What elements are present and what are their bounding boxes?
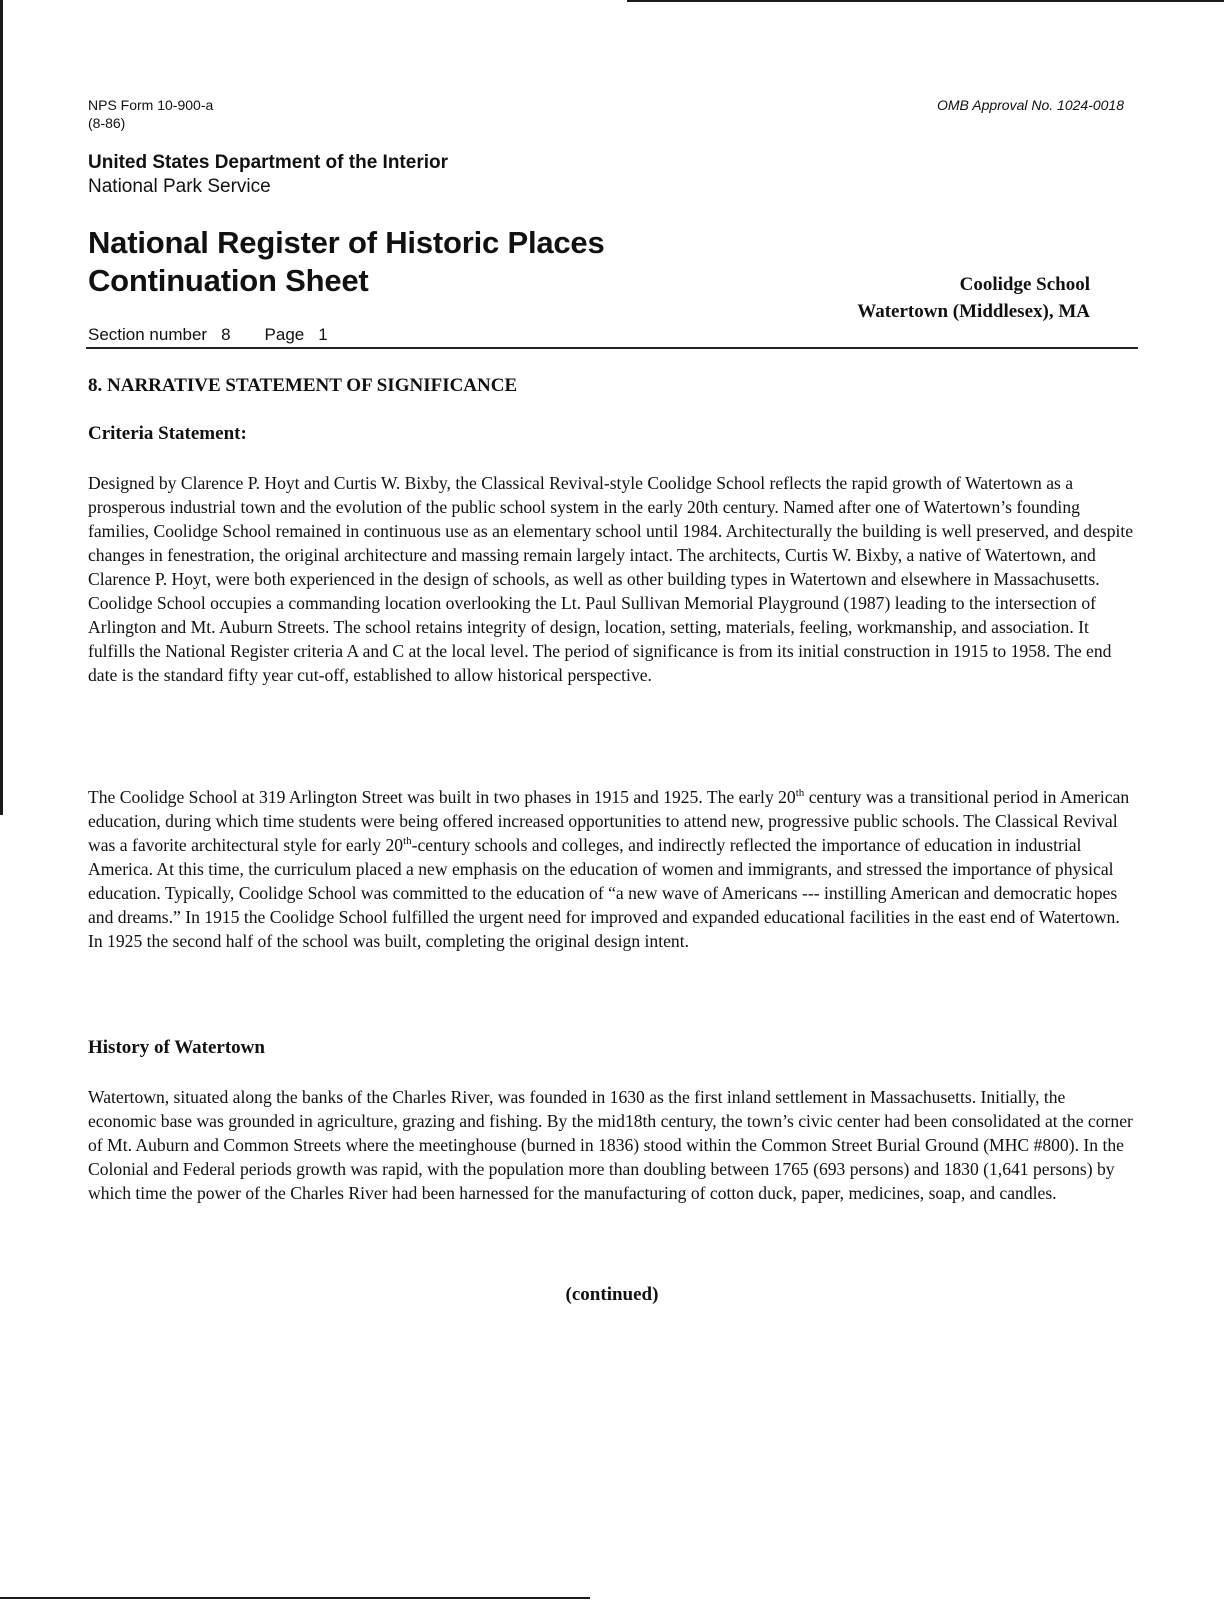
page-label: Page (264, 325, 305, 344)
ordinal-superscript: th (403, 835, 412, 848)
paragraph-text: century was a transitional period in American education, during which time students were being offered increased opportunities to attend new, progressive public schools. The Classical Revival was a favorite architectural style for early 20 (88, 787, 1130, 855)
property-location: Watertown (Middlesex), MA (857, 301, 1090, 322)
department-name: United States Department of the Interior (88, 152, 448, 173)
criteria-heading: Criteria Statement: (88, 423, 247, 444)
omb-approval: OMB Approval No. 1024-0018 (936, 97, 1124, 113)
history-heading: History of Watertown (88, 1037, 265, 1058)
agency-name: National Park Service (88, 176, 271, 197)
paragraph-text: -century schools and colleges, and indirectly reflected the importance of education in industrial America. At this time, the curriculum placed a new emphasis on the education of women and immigrants, and stressed the importance of physical education. Typically, Coolidge School was committed to the education of “a new wave of Americans --- instilling American and democratic hopes and dreams.” In 1915 the Coolidge School fulfilled the urgent need for improved and expanded educational facilities in the east end of Watertown. In 1925 the second half of the school was built, completing the original design intent. (88, 835, 1120, 951)
section-page-line (88, 324, 328, 346)
header-divider (86, 347, 1138, 349)
scan-edge-top (627, 0, 1224, 2)
form-date: (8-86) (88, 115, 126, 131)
criteria-paragraph: Designed by Clarence P. Hoyt and Curtis W. Bixby, the Classical Revival-style Coolidge School reflects the rapid growth of Watertown as a prosperous industrial town and the evolution of the public school system in the early 20th century. Named after one of Watertown’s founding families, Coolidge School remained in continuous use as an elementary school until 1984. Architecturally the building is well preserved, and despite changes in fenestration, the original architecture and massing remain largely intact. The architects, Curtis W. Bixby, a native of Watertown, and Clarence P. Hoyt, were both experienced in the design of schools, as well as other building types in Watertown and elsewhere in Massachusetts. Coolidge School occupies a commanding location overlooking the Lt. Paul Sullivan Memorial Playground (1987) leading to the intersection of Arlington and Mt. Auburn Streets. The school retains integrity of design, location, setting, materials, feeling, workmanship, and association. It fulfills the National Register criteria A and C at the local level. The period of significance is from its initial construction in 1915 to 1958. The end date is the standard fifty year cut-off, established to allow historical perspective. (88, 473, 1134, 685)
scan-edge-left (0, 0, 3, 815)
school-history-paragraph (88, 785, 1138, 953)
form-number: NPS Form 10-900-a (88, 97, 214, 113)
section-number: 8 (221, 325, 231, 344)
document-subtitle: Continuation Sheet (88, 263, 369, 298)
form-number-block (88, 96, 213, 132)
property-name: Coolidge School (959, 274, 1090, 295)
page-number: 1 (318, 325, 328, 344)
section-heading: 8. NARRATIVE STATEMENT OF SIGNIFICANCE (88, 375, 518, 396)
continued-note: (continued) (565, 1284, 659, 1305)
history-paragraph: Watertown, situated along the banks of the Charles River, was founded in 1630 as the first inland settlement in Massachusetts. Initially, the economic base was grounded in agriculture, grazing and fishing. By the mid18th century, the town’s civic center had been consolidated at the corner of Mt. Auburn and Common Streets where the meetinghouse (burned in 1836) stood within the Common Street Burial Ground (MHC #800). In the Colonial and Federal periods growth was rapid, with the population more than doubling between 1765 (693 persons) and 1830 (1,641 persons) by which time the power of the Charles River had been harnessed for the manufacturing of cotton duck, paper, medicines, soap, and candles. (88, 1087, 1133, 1203)
ordinal-superscript: th (795, 787, 805, 800)
document-title: National Register of Historic Places (88, 225, 605, 260)
scan-edge-bottom (0, 1597, 590, 1599)
section-label: Section number (88, 325, 208, 344)
paragraph-text: The Coolidge School at 319 Arlington Street was built in two phases in 1915 and 1925. The early 20 (88, 787, 796, 807)
